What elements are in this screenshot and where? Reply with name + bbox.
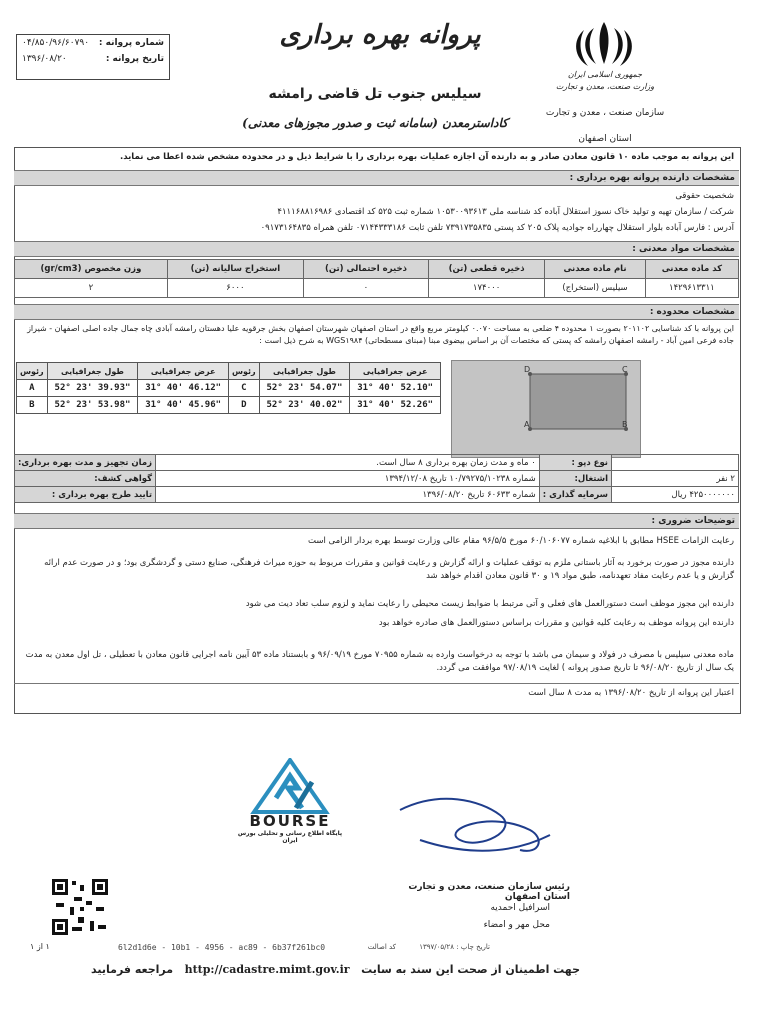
holder-company: شرکت / سازمان تهیه و تولید خاک نسوز استقلال آباده کد شناسه ملی ۱۰۵۳۰۰۹۳۶۱۳ شماره ثبت ۵۲۵ کد اقتصادی ۴۱۱۱۶۸۸۱۶۹۸۶ (277, 207, 734, 217)
permit-date-label: تاریخ پروانه : (105, 54, 164, 64)
bourse-logo-text: BOURSE (249, 812, 331, 830)
coord-header-cell: طول جغرافیایی (259, 363, 350, 380)
capital-value: ۴۲۵۰۰۰۰۰۰۰ ریال (612, 487, 739, 503)
area-description: این پروانه با کد شناسایی ۲۰۱۱۰۲ بصورت ۱ محدوده ۴ ضلعی به مساحت ۰.۰۷۰ کیلومتر مربع واقع در استان اصفهان شهرستان اصفهان بخش جرقویه علیا دهستان رامشه آبادی چاه جمال جاده اصلی اصفهان - شیراز جاده فرعی امین آباد - رامشه اصفهان رامشه که پستی که مختصات آن بر اساس بیضوی مبنا (مبنای مسطحاتی) WGS۱۹۸۴ به شرح ذیل است : (27, 324, 734, 345)
employment-value: ۲ نفر (612, 471, 739, 487)
bourse-logo-subtitle: پایگاه اطلاع رسانی و تحلیلی بورس ایران (237, 830, 343, 844)
details-row (15, 487, 739, 503)
authenticity-code-label: کد اصالت (367, 943, 396, 951)
signer-name: اسرافیل احمدیه (490, 903, 550, 913)
map-label-d: D (524, 365, 531, 374)
plan-approval-value: شماره ۶۰۶۳۳ تاریخ ۱۳۹۶/۰۸/۲۰ (156, 487, 540, 503)
signer-title: رئیس سازمان صنعت، معدن و تجارت استان اصفهان (408, 882, 570, 902)
coord-header-row (17, 363, 441, 380)
certificate-label: گواهی کشف: (15, 471, 156, 487)
certificate-value: شماره ۱۰/۷۹۲۷۵/۱۰۲۳۸ تاریخ ۱۳۹۴/۱۲/۰۸ (156, 471, 540, 487)
verify-url-link[interactable]: http://cadastre.mimt.gov.ir (184, 963, 350, 976)
gov-line-2: وزارت صنعت، معدن و تجارت (555, 82, 655, 91)
holder-type: شخصیت حقوقی (675, 191, 734, 201)
coord-point-name: A (17, 380, 48, 397)
materials-cell: ۱۴۲۹۶۱۳۳۱۱ (645, 279, 738, 298)
materials-cell: ۱۷۴۰۰۰ (428, 279, 544, 298)
permit-reference-box (16, 34, 170, 80)
materials-header-cell: استخراج سالیانه (تن) (167, 260, 303, 279)
gov-line-3: سازمان صنعت ، معدن و تجارت (545, 108, 665, 118)
stamp-note: محل مهر و امضاء (483, 920, 550, 930)
plan-approval-label: تایید طرح بهره برداری : (15, 487, 156, 503)
details-row (15, 455, 739, 471)
duration-label: زمان تجهیز و مدت بهره برداری: (15, 455, 156, 471)
cadastre-system-name: کاداسترمعدن (سامانه ثبت و صدور مجوزهای معدنی) (242, 116, 508, 130)
coord-lon: 52° 23' 54.07" (259, 380, 350, 397)
permit-date-value: ۱۳۹۶/۰۸/۲۰ (22, 54, 67, 64)
note-item-5: ماده معدنی سیلیس با مصرف در فولاد و سیمان می باشد با توجه به درخواست وارده به شماره ۷۰۹۵۵ مورخ ۹۶/۰۹/۱۹ و بابستناد ماده ۵۳ آیین نامه اجرایی قانون معادن با تعطیلی ، تل اول معدن به مدت یک سال از تاریخ ۹۶/۰۸/۲۰ تا تاریخ صدور پروانه ) لغایت ۹۷/۰۸/۱۹ موافقت می گردد. (25, 650, 734, 673)
holder-section-title: مشخصات دارنده پروانه بهره برداری : (14, 170, 739, 186)
map-label-a: A (524, 420, 530, 429)
coord-lat: 31° 40' 52.26" (350, 397, 441, 414)
materials-header-cell: کد ماده معدنی (645, 260, 738, 279)
materials-header-cell: وزن مخصوص (gr/cm3) (15, 260, 168, 279)
bourse-logo-icon (250, 758, 330, 814)
coord-lat: 31° 40' 52.10" (350, 380, 441, 397)
coord-header-cell: رئوس (228, 363, 259, 380)
coord-header-cell: طول جغرافیایی (47, 363, 138, 380)
capital-label: سرمایه گذاری : (539, 487, 611, 503)
note-item-3: دارنده این مجوز موظف است دستورالعمل های فعلی و آتی مرتبط با ضوابط زیست محیطی را رعایت نماید و لزوم سلب تعاد دیت می شود (245, 599, 734, 609)
permit-number-label: شماره پروانه : (98, 38, 164, 48)
materials-cell: ۲ (15, 279, 168, 298)
details-row (15, 471, 739, 487)
materials-header-row (15, 260, 739, 279)
coord-header-cell: رئوس (17, 363, 48, 380)
coord-lon: 52° 23' 53.98" (47, 397, 138, 414)
depot-type-label: نوع دپو : (539, 455, 611, 471)
validity-divider (14, 683, 739, 684)
signature-icon (380, 780, 560, 870)
materials-data-row (15, 279, 739, 298)
area-section-title: مشخصات محدوده : (14, 304, 739, 320)
materials-cell: سیلیس (استخراج) (545, 279, 646, 298)
gov-line-1: جمهوری اسلامی ایران (567, 70, 643, 79)
permit-number-value: ۰۴/۸۵۰/۹۶/۶۰۷۹۰ (22, 38, 90, 48)
coord-lat: 31° 40' 46.12" (138, 380, 229, 397)
qr-code-icon (50, 877, 110, 937)
materials-header-cell: ذخیره احتمالی (تن) (303, 260, 428, 279)
validity-text: اعتبار این پروانه از تاریخ ۱۳۹۶/۰۸/۲۰ به مدت ۸ سال است (528, 688, 734, 698)
materials-header-cell: ذخیره قطعی (تن) (428, 260, 544, 279)
depot-type-value (612, 455, 739, 471)
intro-text: این پروانه به موجب ماده ۱۰ قانون معادن صادر و به دارنده آن اجازه عملیات بهره برداری را با شرایط ذیل و در محدوده مشخص شده اعطا می نماید. (119, 152, 734, 162)
materials-section-title: مشخصات مواد معدنی : (14, 241, 739, 257)
materials-header-cell: نام ماده معدنی (545, 260, 646, 279)
print-date: تاریخ چاپ : ۱۳۹۷/۰۵/۲۸ (419, 943, 490, 951)
iran-emblem-icon (568, 18, 640, 68)
mine-name: سیلیس جنوب تل قاضی رامشه (268, 86, 482, 102)
authenticity-code: 6l2d1d6e - 10b1 - 4956 - ac89 - 6b37f261bc0 (118, 943, 326, 952)
materials-cell: ۰ (303, 279, 428, 298)
map-label-b: B (622, 420, 628, 429)
duration-value: ۰ ماه و مدت زمان بهره برداری ۸ سال است. (156, 455, 540, 471)
coord-point-name: D (228, 397, 259, 414)
permit-date-row (17, 51, 169, 67)
verify-line (91, 963, 580, 976)
details-table (14, 454, 739, 503)
coord-row (17, 397, 441, 414)
note-item-1: رعایت الزامات HSEE مطابق با ابلاغیه شماره ۶۰/۱۰۶۰۷۷ مورخ ۹۶/۵/۵ مقام عالی وزارت توسط بهره بردار الزامی است (308, 536, 734, 546)
coord-point-name: B (17, 397, 48, 414)
area-map (451, 360, 641, 458)
coord-row (17, 380, 441, 397)
gov-line-4: استان اصفهان (578, 134, 632, 144)
page-number: ۱ از ۱ (30, 942, 50, 951)
holder-address: آدرس : فارس آباده بلوار استقلال چهارراه جوادیه پلاک ۲۰۵ کد پستی ۷۳۹۱۷۳۵۸۳۵ تلفن ثابت ۰۷۱۴۴۳۳۳۱۸۶ تلفن همراه ۰۹۱۷۳۱۶۴۸۳۵ (260, 223, 734, 233)
coord-header-cell: عرض جغرافیایی (350, 363, 441, 380)
note-item-2: دارنده مجوز در صورت برخورد به آثار باستانی ملزم به توقف عملیات و ارائه گزارش و رعایت قوانین و مقررات مربوط به حوزه میراث فرهنگی، صنایع دستی و گردشگری بود؛ و در صورت عدم ارائه گزارش و یا عدم رعایت مفاد تعهدنامه، طبق مواد ۱۹ و ۳۰ قانون معادن اقدام خواهد شد (44, 558, 734, 581)
map-label-c: C (622, 365, 628, 374)
coordinates-table (16, 362, 441, 414)
verify-end-text: مراجعه فرمایید (91, 963, 174, 976)
document-title: پروانه بهره برداری (279, 20, 481, 50)
coord-lon: 52° 23' 39.93" (47, 380, 138, 397)
coord-lon: 52° 23' 40.02" (259, 397, 350, 414)
coord-lat: 31° 40' 45.96" (138, 397, 229, 414)
materials-table (14, 259, 739, 298)
verify-text: جهت اطمینان از صحت این سند به سایت (361, 963, 580, 976)
coord-header-cell: عرض جغرافیایی (138, 363, 229, 380)
note-item-4: دارنده این پروانه موظف به رعایت کلیه قوانین و مقررات براساس دستورالعمل های صادره خواهد بود (378, 618, 734, 628)
permit-number-row (17, 35, 169, 51)
materials-cell: ۶۰۰۰ (167, 279, 303, 298)
coord-point-name: C (228, 380, 259, 397)
notes-section-title: توضیحات ضروری : (14, 513, 739, 529)
map-area-polygon (530, 374, 626, 429)
employment-label: اشتغال: (539, 471, 611, 487)
